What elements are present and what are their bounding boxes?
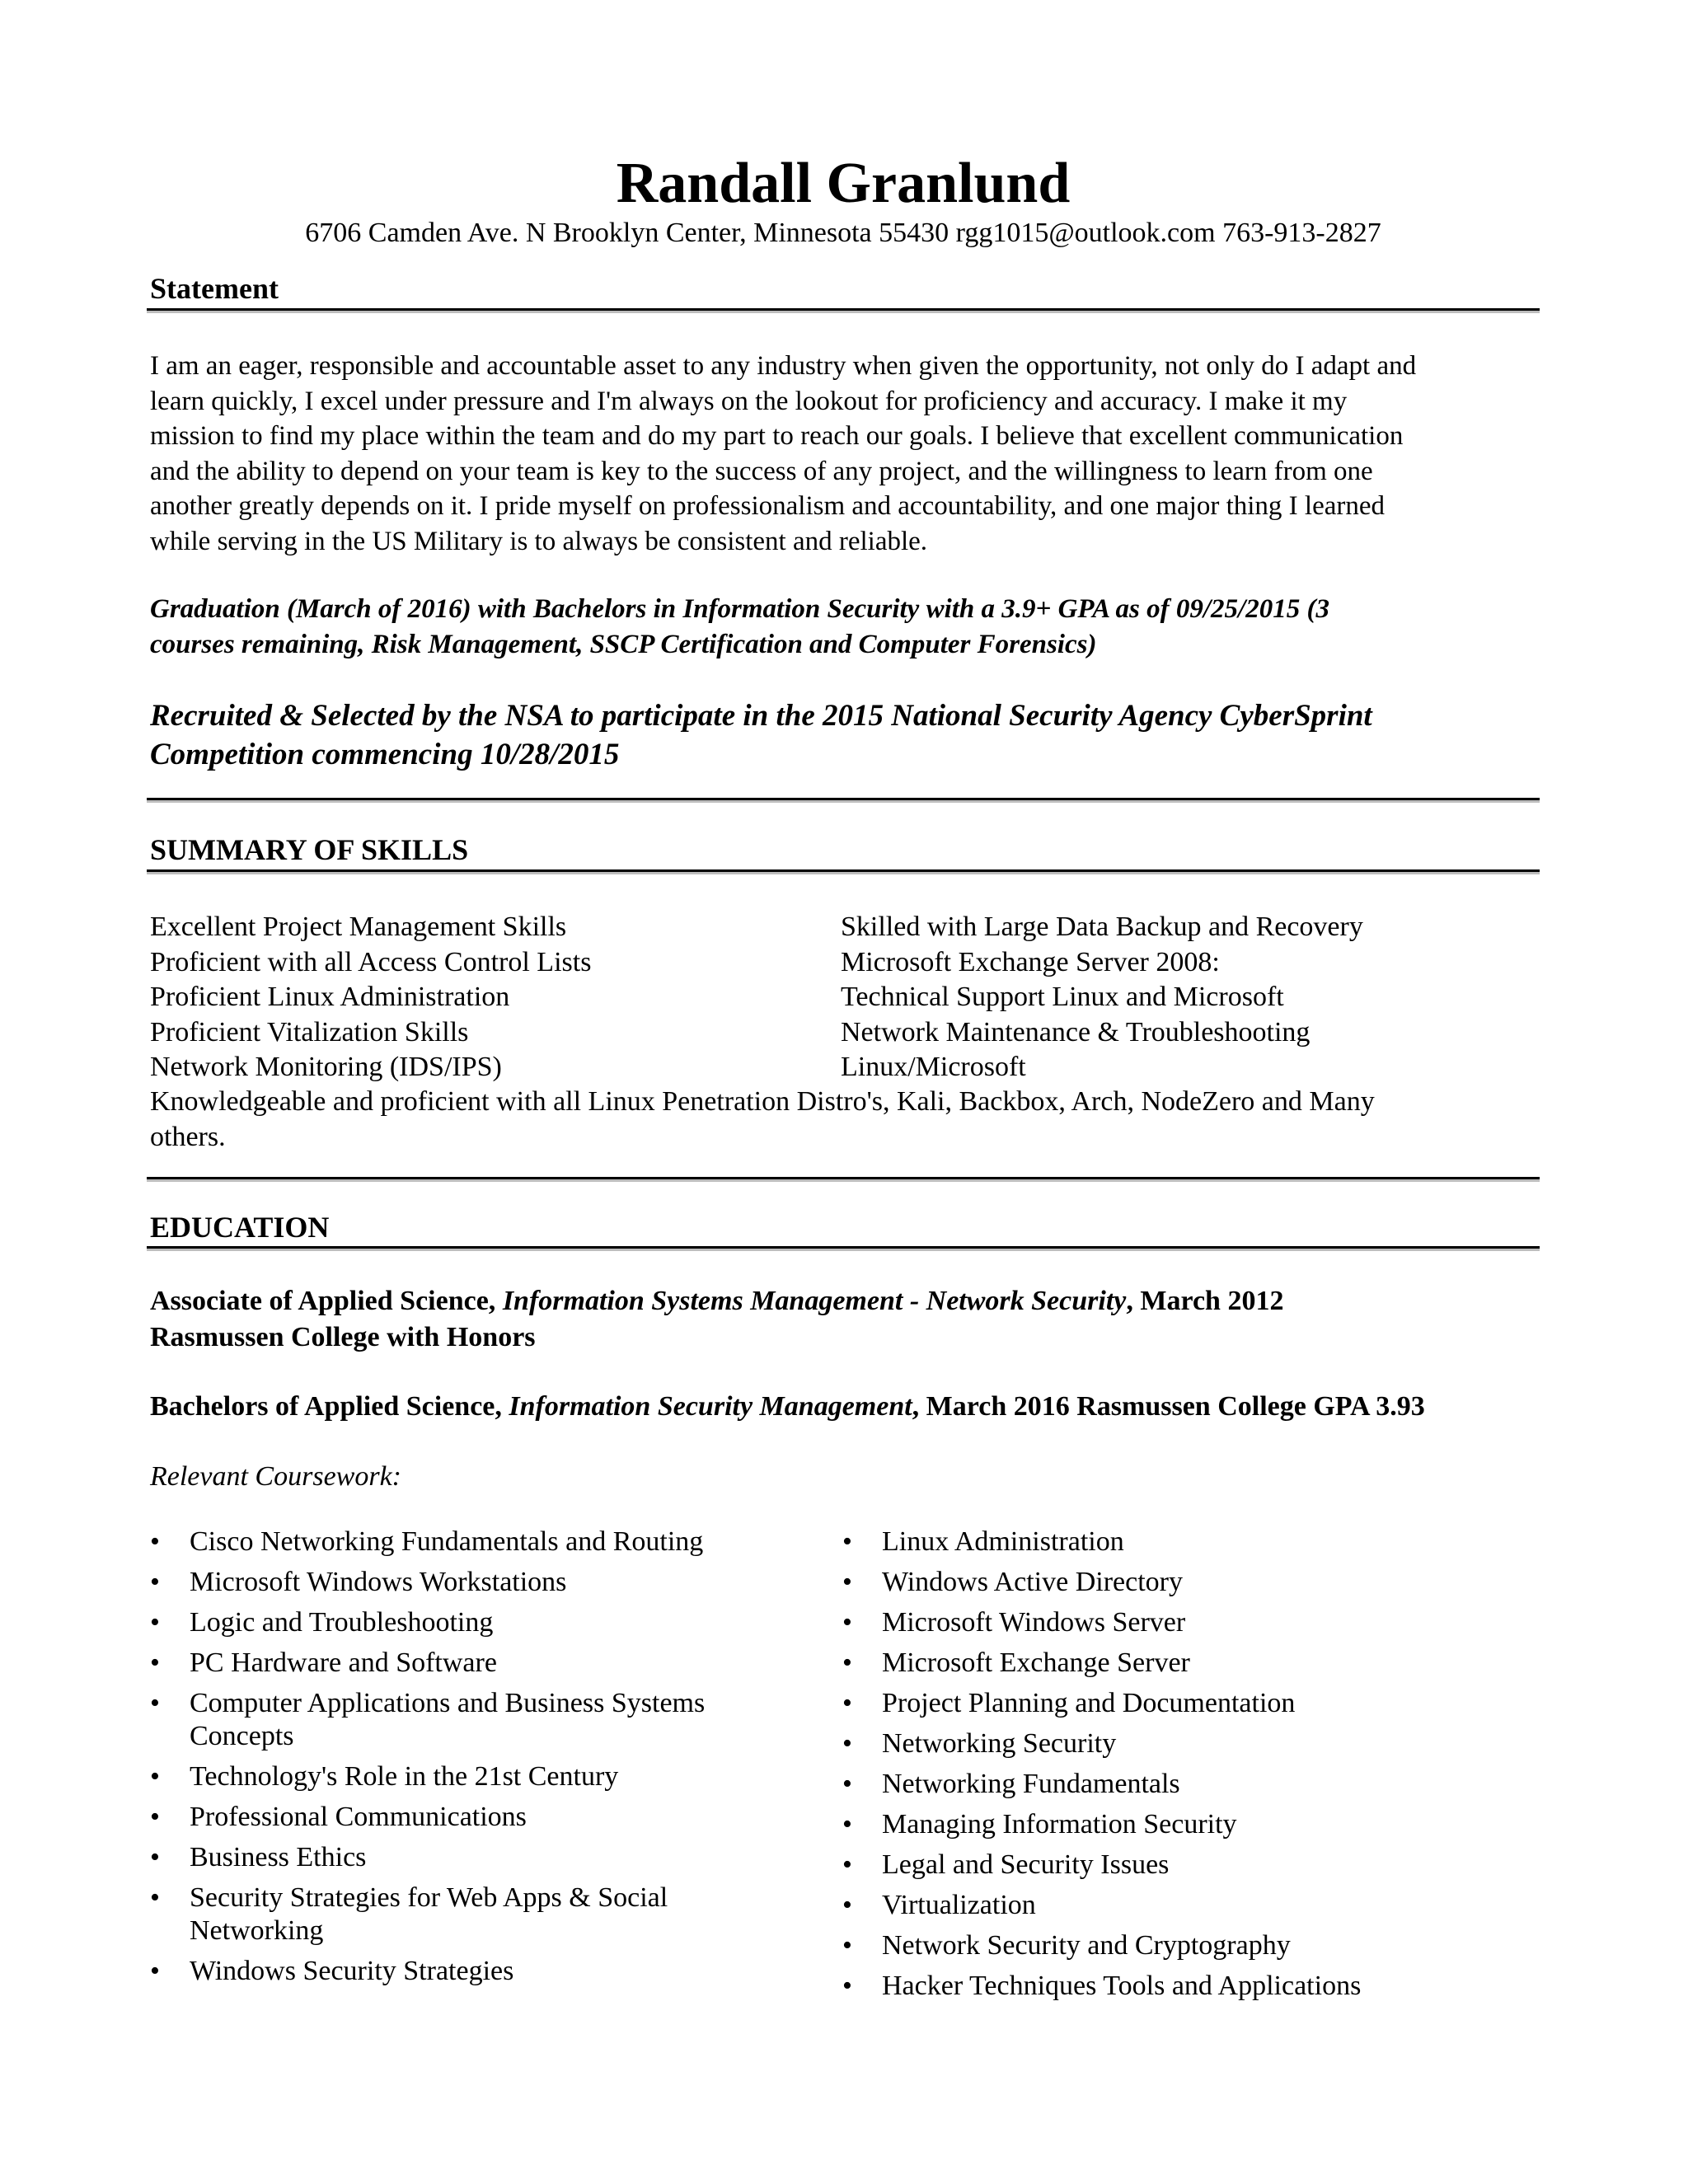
associate-school: Rasmussen College with Honors: [150, 1322, 536, 1352]
course-name: Business Ethics: [190, 1842, 367, 1872]
course-name: Microsoft Windows Server: [882, 1607, 1186, 1638]
list-item: [150, 1882, 776, 1947]
statement-divider: [147, 308, 1540, 313]
bullet-icon: •: [842, 1769, 852, 1799]
bullet-icon: •: [842, 1567, 852, 1597]
course-name: Networking Security: [882, 1728, 1117, 1759]
education-heading: EDUCATION: [150, 1211, 330, 1244]
skill-item: Network Monitoring (IDS/IPS): [150, 1052, 502, 1082]
bullet-icon: •: [150, 1647, 160, 1678]
associate-degree: [150, 1282, 1283, 1320]
skill-item: Network Maintenance & Troubleshooting: [841, 1016, 1311, 1047]
skills-divider: [147, 869, 1540, 874]
bullet-icon: •: [842, 1930, 852, 1961]
list-item: [842, 1687, 1535, 1720]
course-name: Microsoft Windows Workstations: [190, 1567, 567, 1597]
associate-degree-field: Information Systems Management - Network Security: [502, 1286, 1127, 1316]
list-item: [842, 1970, 1535, 2003]
statement-line: learn quickly, I excel under pressure and I'm always on the lookout for proficiency and accuracy. I make it my: [150, 386, 1348, 416]
bullet-icon: •: [150, 1842, 160, 1872]
course-name: Networking Fundamentals: [882, 1769, 1180, 1799]
list-item: [842, 1727, 1535, 1760]
statement-line: and the ability to depend on your team is key to the success of any project, and the willingness to learn from one: [150, 456, 1373, 486]
skill-item: Proficient with all Access Control Lists: [150, 946, 592, 977]
bullet-icon: •: [150, 1607, 160, 1638]
list-item: [150, 1760, 776, 1793]
nsa-line: Recruited & Selected by the NSA to participate in the 2015 National Security Agency CyberSprint: [150, 699, 1372, 733]
course-name: Project Planning and Documentation: [882, 1688, 1296, 1718]
list-item: [150, 1526, 776, 1558]
bullet-icon: •: [150, 1802, 160, 1832]
skills-right-column: [841, 910, 1363, 1085]
course-name: Professional Communications: [190, 1802, 527, 1832]
skill-item: Skilled with Large Data Backup and Recovery: [841, 912, 1363, 942]
statement-line: while serving in the US Military is to always be consistent and reliable.: [150, 526, 928, 556]
skill-item: Linux/Microsoft: [841, 1052, 1026, 1082]
course-name: Cisco Networking Fundamentals and Routing: [190, 1526, 704, 1557]
nsa-line: Competition commencing 10/28/2015: [150, 738, 620, 771]
bullet-icon: •: [150, 1688, 160, 1718]
bullet-icon: •: [842, 1607, 852, 1638]
list-item: [150, 1647, 776, 1680]
bullet-icon: •: [842, 1688, 852, 1718]
course-name: Technology's Role in the 21st Century: [190, 1761, 619, 1792]
course-name: Legal and Security Issues: [882, 1849, 1170, 1880]
statement-text: [150, 349, 1543, 559]
bullet-icon: •: [150, 1956, 160, 1986]
skill-item: Excellent Project Management Skills: [150, 912, 567, 942]
list-item: [842, 1566, 1535, 1599]
course-name: Virtualization: [882, 1890, 1036, 1920]
skill-item: Microsoft Exchange Server 2008:: [841, 946, 1220, 977]
list-item: [150, 1566, 776, 1599]
resume-page: [147, 0, 1540, 2184]
bachelors-degree-field: Information Security Management: [509, 1391, 912, 1422]
bullet-icon: •: [842, 1849, 852, 1880]
list-item: [150, 1606, 776, 1639]
skills-extra: [150, 1085, 1375, 1155]
skill-extra-line: Knowledgeable and proficient with all Linux Penetration Distro's, Kali, Backbox, Arch, NodeZero and Many: [150, 1086, 1375, 1117]
bullet-icon: •: [150, 1526, 160, 1557]
bullet-icon: •: [842, 1971, 852, 2001]
list-item: [842, 1889, 1535, 1922]
bullet-icon: •: [842, 1728, 852, 1759]
bullet-icon: •: [150, 1761, 160, 1792]
coursework-right-list: [842, 1526, 1535, 2010]
list-item: [842, 1526, 1535, 1558]
bullet-icon: •: [150, 1882, 160, 1913]
course-name: Network Security and Cryptography: [882, 1930, 1291, 1961]
list-item: [842, 1768, 1535, 1801]
list-item: [842, 1606, 1535, 1639]
list-item: [150, 1801, 776, 1834]
skills-left-column: [150, 910, 591, 1085]
skill-item: Technical Support Linux and Microsoft: [841, 982, 1284, 1012]
statement-line: another greatly depends on it. I pride myself on professionalism and accountability, and one major thing I learned: [150, 491, 1386, 521]
list-item: [842, 1849, 1535, 1882]
bullet-icon: •: [150, 1567, 160, 1597]
skill-item: Proficient Linux Administration: [150, 982, 510, 1012]
bullet-icon: •: [842, 1809, 852, 1840]
course-name: Computer Applications and Business Systems Concepts: [190, 1688, 706, 1751]
list-item: [842, 1808, 1535, 1841]
skills-heading: SUMMARY OF SKILLS: [150, 833, 469, 866]
list-item: [150, 1955, 776, 1988]
skill-item: Proficient Vitalization Skills: [150, 1016, 469, 1047]
course-name: Windows Active Directory: [882, 1567, 1183, 1597]
course-name: PC Hardware and Software: [190, 1647, 497, 1678]
course-name: Logic and Troubleshooting: [190, 1607, 494, 1638]
course-name: Linux Administration: [882, 1526, 1124, 1557]
course-name: Windows Security Strategies: [190, 1956, 514, 1986]
bullet-icon: •: [842, 1526, 852, 1557]
education-divider: [147, 1246, 1540, 1251]
statement-heading: Statement: [150, 272, 279, 305]
graduation-note: [150, 592, 1543, 662]
course-name: Microsoft Exchange Server: [882, 1647, 1190, 1678]
bullet-icon: •: [842, 1647, 852, 1678]
skill-extra-line: others.: [150, 1121, 226, 1152]
associate-degree-title: Associate of Applied Science,: [150, 1286, 503, 1316]
bachelors-degree-title: Bachelors of Applied Science,: [150, 1391, 509, 1422]
graduation-line: courses remaining, Risk Management, SSCP Certification and Computer Forensics): [150, 629, 1097, 659]
list-item: [150, 1687, 776, 1753]
skills-bottom-divider: [147, 1177, 1540, 1182]
list-item: [150, 1841, 776, 1874]
associate-degree-date: , March 2012: [1126, 1286, 1284, 1316]
course-name: Managing Information Security: [882, 1809, 1237, 1840]
statement-line: mission to find my place within the team and do my part to reach our goals. I believe that excellent communication: [150, 421, 1404, 451]
nsa-divider: [147, 798, 1540, 803]
bachelors-degree-details: , March 2016 Rasmussen College GPA 3.93: [912, 1391, 1425, 1422]
statement-line: I am an eager, responsible and accountable asset to any industry when given the opportunity, not only do I adapt and: [150, 351, 1417, 381]
nsa-note: [150, 696, 1543, 774]
graduation-line: Graduation (March of 2016) with Bachelors in Information Security with a 3.9+ GPA as of 09/25/2015 (3: [150, 594, 1329, 624]
course-name: Hacker Techniques Tools and Applications: [882, 1971, 1362, 2001]
candidate-name: Randall Granlund: [616, 152, 1071, 215]
contact-info: 6706 Camden Ave. N Brooklyn Center, Minnesota 55430 rgg1015@outlook.com 763-913-2827: [305, 218, 1381, 248]
coursework-left-list: [150, 1526, 776, 1995]
course-name: Security Strategies for Web Apps & Social Networking: [190, 1882, 668, 1946]
coursework-label: Relevant Coursework:: [150, 1461, 401, 1492]
bachelors-degree: [150, 1388, 1425, 1426]
list-item: [842, 1929, 1535, 1962]
bullet-icon: •: [842, 1890, 852, 1920]
list-item: [842, 1647, 1535, 1680]
